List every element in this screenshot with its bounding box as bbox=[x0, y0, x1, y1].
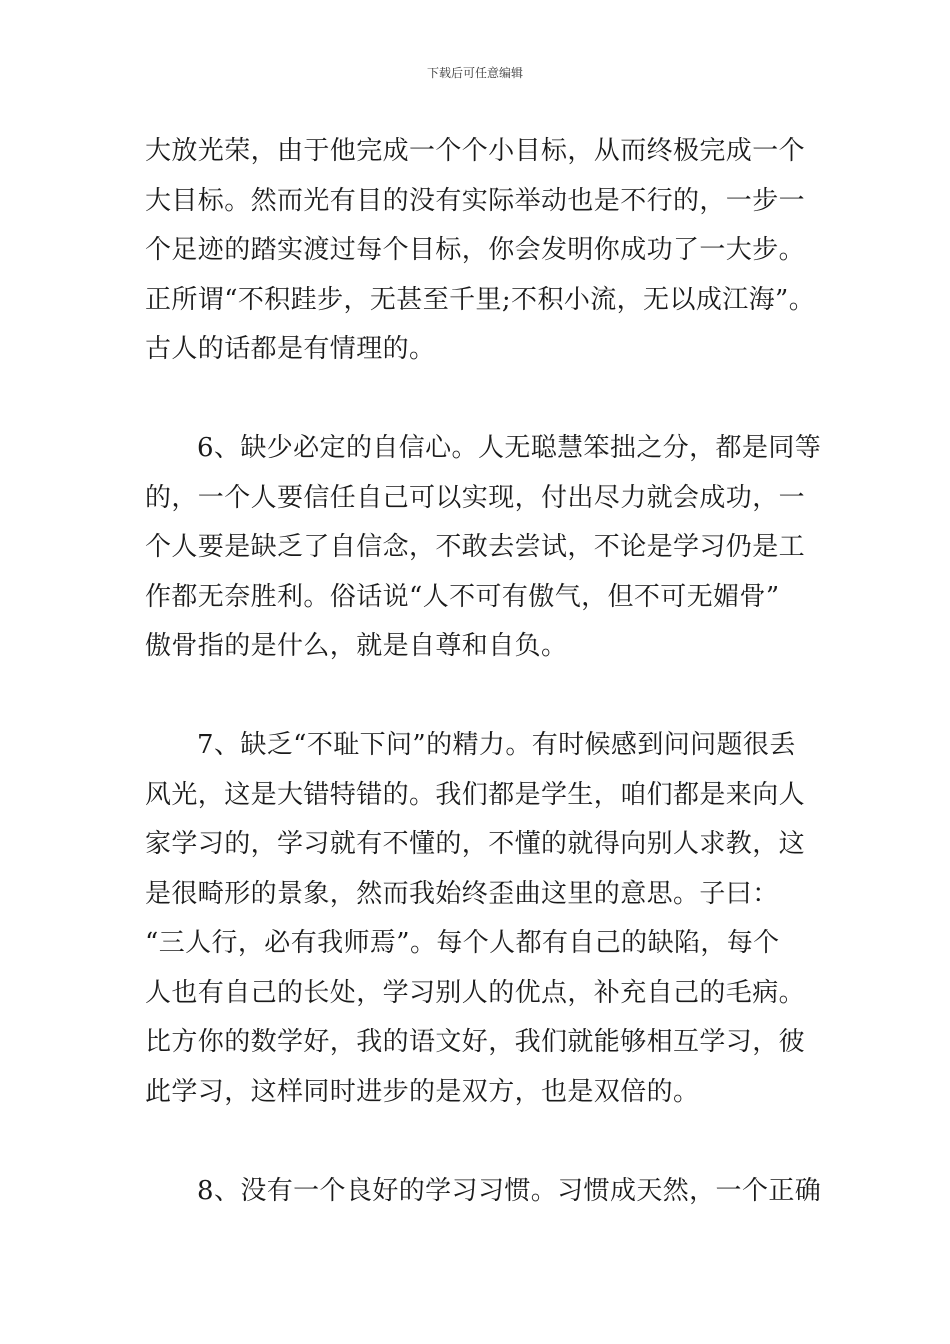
text-line: “三人行，必有我师焉”。每个人都有自己的缺陷，每个 bbox=[145, 928, 780, 958]
text-line: 人也有自己的长处，学习别人的优点，补充自己的毛病。 bbox=[145, 977, 806, 1008]
paragraph-item-8 bbox=[145, 1167, 822, 1217]
text-line: 此学习，这样同时进步的是双方，也是双倍的。 bbox=[145, 1076, 700, 1107]
document-body bbox=[145, 127, 822, 1216]
paragraph-continuation bbox=[145, 127, 815, 375]
text-line: 大放光荣，由于他完成一个个小目标，从而终极完成一个 bbox=[145, 136, 806, 166]
text-line: 7、缺乏“不耻下问”的精力。有时候感到问问题很丢 bbox=[197, 730, 796, 760]
text-line: 6、缺少必定的自信心。人无聪慧笨拙之分，都是同等 bbox=[197, 433, 822, 463]
paragraph-gap bbox=[145, 1117, 815, 1167]
text-line: 古人的话都是有情理的。 bbox=[145, 334, 436, 364]
text-line: 8、没有一个良好的学习习惯。习惯成天然，一个正确 bbox=[197, 1175, 822, 1206]
paragraph-item-6 bbox=[145, 424, 822, 672]
text-line: 比方你的数学好，我的语文好，我们就能够相互学习，彼 bbox=[145, 1027, 806, 1057]
paragraph-item-7 bbox=[145, 721, 815, 1117]
text-line: 家学习的，学习就有不懂的，不懂的就得向别人求教，这 bbox=[145, 829, 806, 859]
paragraph-gap bbox=[145, 375, 815, 425]
text-line: 个人要是缺乏了自信念，不敢去尝试，不论是学习仍是工 bbox=[145, 532, 806, 562]
page-header-note: 下载后可任意编辑 bbox=[426, 66, 523, 80]
text-line: 正所谓“不积跬步，无甚至千里;不积小流，无以成江海”。 bbox=[145, 284, 816, 315]
text-line: 风光，这是大错特错的。我们都是学生，咱们都是来向人 bbox=[145, 779, 806, 810]
text-line: 个足迹的踏实渡过每个目标，你会发明你成功了一大步。 bbox=[145, 235, 806, 265]
text-line: 大目标。然而光有目的没有实际举动也是不行的，一步一 bbox=[145, 185, 806, 216]
text-line: 是很畸形的景象，然而我始终歪曲这里的意思。子曰： bbox=[145, 878, 779, 909]
text-line: 作都无奈胜利。俗话说“人不可有傲气，但不可无媚骨” bbox=[145, 581, 780, 612]
paragraph-gap bbox=[145, 672, 815, 722]
text-line: 傲骨指的是什么，就是自尊和自负。 bbox=[145, 631, 568, 661]
text-line: 的，一个人要信任自己可以实现，付出尽力就会成功，一 bbox=[145, 482, 806, 513]
